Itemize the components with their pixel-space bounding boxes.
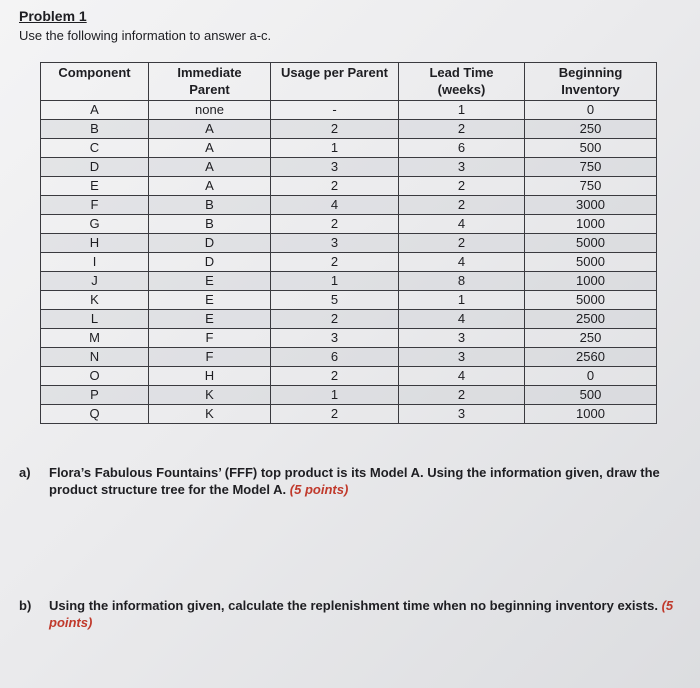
component-cell: P — [41, 386, 149, 405]
inventory-cell: 1000 — [525, 405, 657, 424]
inventory-cell: 750 — [525, 177, 657, 196]
parent-cell: K — [149, 405, 271, 424]
question-a — [19, 464, 679, 498]
component-cell: H — [41, 234, 149, 253]
lead-time-cell: 2 — [399, 386, 525, 405]
usage-cell: 1 — [271, 139, 399, 158]
parent-cell: D — [149, 253, 271, 272]
lead-time-cell: 8 — [399, 272, 525, 291]
component-cell: I — [41, 253, 149, 272]
component-cell: C — [41, 139, 149, 158]
component-cell: B — [41, 120, 149, 139]
usage-cell: 2 — [271, 405, 399, 424]
usage-cell: 2 — [271, 367, 399, 386]
table-row — [41, 348, 657, 367]
component-cell: F — [41, 196, 149, 215]
table-row — [41, 310, 657, 329]
question-a-line1: Flora’s Fabulous Fountains’ (FFF) top product is its Model A. Using the information given, draw the — [49, 465, 660, 480]
table-row — [41, 291, 657, 310]
parent-cell: E — [149, 272, 271, 291]
header-component: Component — [41, 63, 149, 101]
component-cell: E — [41, 177, 149, 196]
table-row — [41, 234, 657, 253]
usage-cell: 2 — [271, 215, 399, 234]
usage-cell: 3 — [271, 158, 399, 177]
lead-time-cell: 1 — [399, 291, 525, 310]
parent-cell: E — [149, 310, 271, 329]
question-b-points-cont: points) — [49, 615, 93, 630]
usage-cell: 1 — [271, 272, 399, 291]
lead-time-cell: 4 — [399, 215, 525, 234]
table-row — [41, 139, 657, 158]
usage-cell: 4 — [271, 196, 399, 215]
header-beginning-inventory: Beginning Inventory — [525, 63, 657, 101]
table-row — [41, 272, 657, 291]
lead-time-cell: 3 — [399, 348, 525, 367]
table-row — [41, 196, 657, 215]
usage-cell: 2 — [271, 253, 399, 272]
parent-cell: A — [149, 177, 271, 196]
parent-cell: F — [149, 329, 271, 348]
lead-time-cell: 4 — [399, 310, 525, 329]
lead-time-cell: 3 — [399, 158, 525, 177]
component-cell: D — [41, 158, 149, 177]
parent-cell: F — [149, 348, 271, 367]
parent-cell: A — [149, 158, 271, 177]
usage-cell: 6 — [271, 348, 399, 367]
component-cell: O — [41, 367, 149, 386]
component-cell: A — [41, 101, 149, 120]
parent-cell: B — [149, 196, 271, 215]
table-header-row — [41, 63, 657, 101]
component-cell: L — [41, 310, 149, 329]
parent-cell: A — [149, 120, 271, 139]
inventory-cell: 5000 — [525, 234, 657, 253]
usage-cell: - — [271, 101, 399, 120]
lead-time-cell: 2 — [399, 234, 525, 253]
intro-text: Use the following information to answer a-c. — [19, 28, 272, 43]
header-immediate-parent: Immediate Parent — [149, 63, 271, 101]
table-row — [41, 120, 657, 139]
table-row — [41, 367, 657, 386]
usage-cell: 2 — [271, 120, 399, 139]
inventory-cell: 0 — [525, 367, 657, 386]
component-cell: Q — [41, 405, 149, 424]
table-row — [41, 329, 657, 348]
problem-heading: Problem 1 — [19, 8, 87, 24]
table-body — [41, 101, 657, 424]
usage-cell: 2 — [271, 177, 399, 196]
inventory-cell: 2560 — [525, 348, 657, 367]
parent-cell: none — [149, 101, 271, 120]
inventory-cell: 5000 — [525, 291, 657, 310]
inventory-cell: 250 — [525, 329, 657, 348]
parent-cell: D — [149, 234, 271, 253]
lead-time-cell: 3 — [399, 329, 525, 348]
parent-cell: H — [149, 367, 271, 386]
table-row — [41, 177, 657, 196]
question-b-line1: Using the information given, calculate the replenishment time when no beginning inventory exists. — [49, 598, 658, 613]
lead-time-cell: 6 — [399, 139, 525, 158]
table-row — [41, 158, 657, 177]
question-b-points: (5 — [661, 598, 674, 613]
lead-time-cell: 4 — [399, 253, 525, 272]
header-lead-time: Lead Time (weeks) — [399, 63, 525, 101]
component-cell: G — [41, 215, 149, 234]
question-b-label: b) — [19, 598, 32, 613]
component-cell: J — [41, 272, 149, 291]
usage-cell: 1 — [271, 386, 399, 405]
inventory-cell: 1000 — [525, 215, 657, 234]
inventory-cell: 2500 — [525, 310, 657, 329]
lead-time-cell: 2 — [399, 177, 525, 196]
parent-cell: A — [149, 139, 271, 158]
inventory-cell: 3000 — [525, 196, 657, 215]
lead-time-cell: 1 — [399, 101, 525, 120]
table-row — [41, 253, 657, 272]
bill-of-materials-table — [40, 62, 657, 424]
lead-time-cell: 2 — [399, 120, 525, 139]
inventory-cell: 500 — [525, 386, 657, 405]
question-a-label: a) — [19, 465, 31, 480]
question-a-line2: product structure tree for the Model A. — [49, 482, 287, 497]
component-cell: N — [41, 348, 149, 367]
parent-cell: K — [149, 386, 271, 405]
lead-time-cell: 3 — [399, 405, 525, 424]
table-row — [41, 405, 657, 424]
inventory-cell: 250 — [525, 120, 657, 139]
usage-cell: 2 — [271, 310, 399, 329]
lead-time-cell: 2 — [399, 196, 525, 215]
table-row — [41, 386, 657, 405]
inventory-cell: 0 — [525, 101, 657, 120]
usage-cell: 5 — [271, 291, 399, 310]
usage-cell: 3 — [271, 329, 399, 348]
component-cell: M — [41, 329, 149, 348]
usage-cell: 3 — [271, 234, 399, 253]
lead-time-cell: 4 — [399, 367, 525, 386]
inventory-cell: 500 — [525, 139, 657, 158]
header-usage-per-parent: Usage per Parent — [271, 63, 399, 101]
component-cell: K — [41, 291, 149, 310]
question-a-points: (5 points) — [289, 482, 349, 497]
inventory-cell: 1000 — [525, 272, 657, 291]
table-row — [41, 215, 657, 234]
parent-cell: B — [149, 215, 271, 234]
inventory-cell: 750 — [525, 158, 657, 177]
parent-cell: E — [149, 291, 271, 310]
inventory-cell: 5000 — [525, 253, 657, 272]
table-row — [41, 101, 657, 120]
question-b — [19, 597, 699, 631]
